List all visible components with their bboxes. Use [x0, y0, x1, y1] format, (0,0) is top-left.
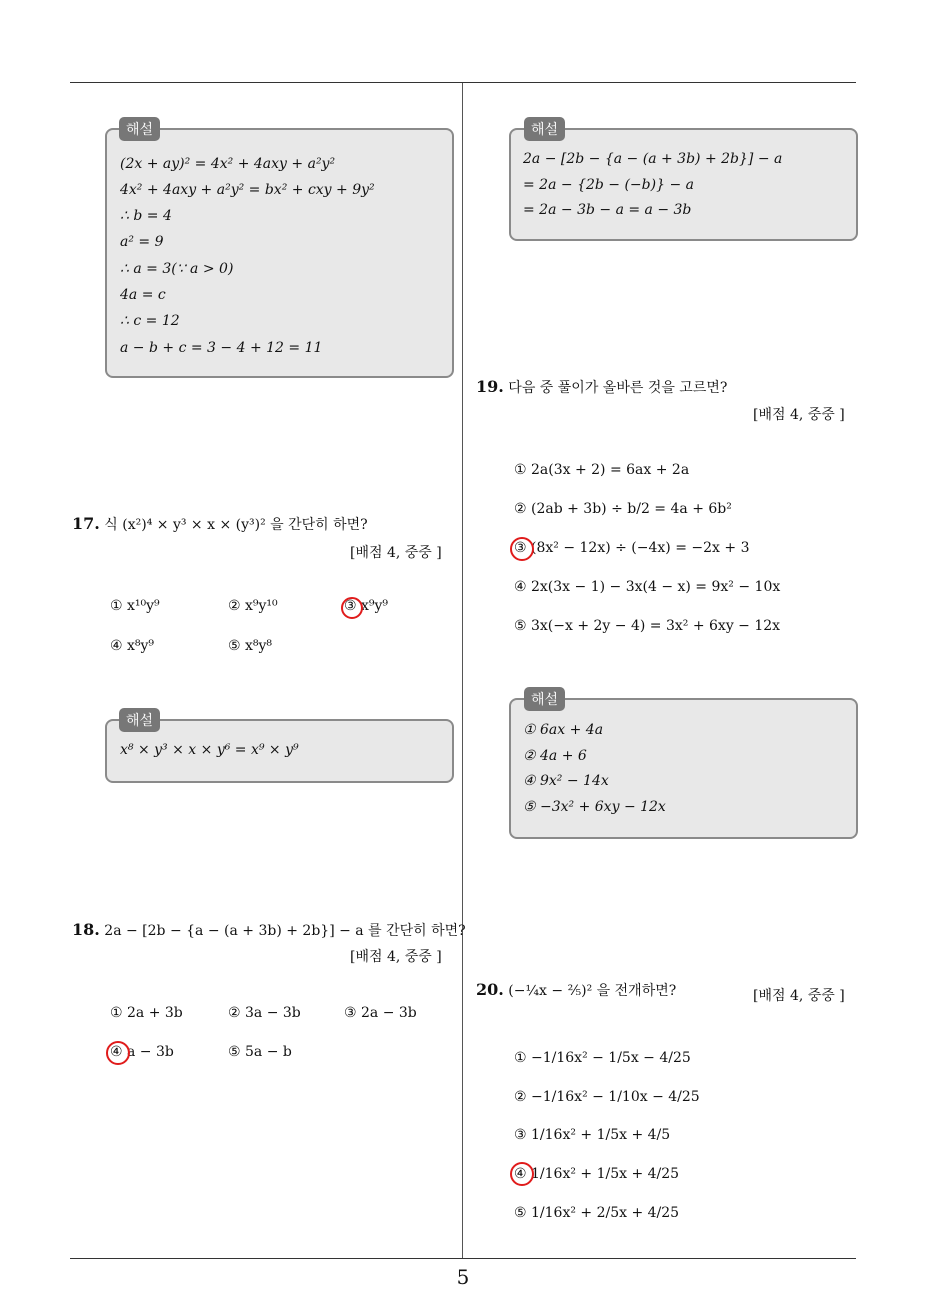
- question-20: [476, 980, 676, 1000]
- option-3[interactable]: ③ 2a − 3b: [344, 1005, 417, 1021]
- question-text: 식 (x²)⁴ × y³ × x × (y³)² 을 간단히 하면?: [104, 517, 368, 533]
- solution-line: ∴ c = 12: [120, 313, 180, 329]
- solution-line: 4a = c: [120, 287, 166, 303]
- question-number: 19.: [476, 377, 504, 396]
- option-4[interactable]: ④ 2x(3x − 1) − 3x(4 − x) = 9x² − 10x: [514, 579, 781, 595]
- solution-tag: 해설: [119, 708, 160, 732]
- page-number: 5: [456, 1265, 470, 1289]
- solution-line: 2a − [2b − {a − (a + 3b) + 2b}] − a: [523, 151, 783, 167]
- solution-line: a − b + c = 3 − 4 + 12 = 11: [120, 340, 323, 356]
- solution-line: = 2a − 3b − a = a − 3b: [523, 202, 692, 218]
- solution-line: ⑤ −3x² + 6xy − 12x: [523, 799, 666, 815]
- solution-line: ∴ b = 4: [120, 208, 172, 224]
- option-4[interactable]: ④ 1/16x² + 1/5x + 4/25: [514, 1166, 680, 1182]
- column-divider: [462, 83, 463, 1259]
- option-1[interactable]: ① 2a(3x + 2) = 6ax + 2a: [514, 462, 690, 478]
- solution-line: a² = 9: [120, 234, 164, 250]
- solution-line: x⁸ × y³ × x × y⁶ = x⁹ × y⁹: [120, 742, 299, 758]
- question-text: 2a − [2b − {a − (a + 3b) + 2b}] − a 를 간단히 하면?: [104, 923, 466, 939]
- question-meta: [배점 4, 중중 ]: [350, 545, 442, 561]
- option-5[interactable]: ⑤ 1/16x² + 2/5x + 4/25: [514, 1205, 680, 1221]
- solution-box-19: [509, 698, 858, 839]
- solution-line: ② 4a + 6: [523, 748, 587, 764]
- answer-circle: [341, 597, 363, 619]
- option-2[interactable]: ② x⁹y¹⁰: [228, 598, 278, 614]
- option-1[interactable]: ① −1/16x² − 1/5x − 4/25: [514, 1050, 691, 1066]
- question-meta: [배점 4, 중중 ]: [753, 407, 845, 423]
- question-meta: [배점 4, 중중 ]: [753, 988, 845, 1004]
- answer-circle: [510, 537, 534, 561]
- answer-circle: [510, 1162, 534, 1186]
- question-meta: [배점 4, 중중 ]: [350, 949, 442, 965]
- solution-line: 4x² + 4axy + a²y² = bx² + cxy + 9y²: [120, 182, 375, 198]
- solution-line: ∴ a = 3(∵ a > 0): [120, 261, 234, 277]
- option-2[interactable]: ② 3a − 3b: [228, 1005, 301, 1021]
- question-text: (−¼x − ⅖)² 을 전개하면?: [508, 983, 677, 999]
- solution-line: ① 6ax + 4a: [523, 722, 604, 738]
- option-1[interactable]: ① x¹⁰y⁹: [110, 598, 160, 614]
- option-5[interactable]: ⑤ 3x(−x + 2y − 4) = 3x² + 6xy − 12x: [514, 618, 781, 634]
- option-2[interactable]: ② (2ab + 3b) ÷ b/2 = 4a + 6b²: [514, 501, 732, 517]
- question-number: 17.: [72, 514, 100, 533]
- bottom-rule: [70, 1258, 856, 1259]
- option-2[interactable]: ② −1/16x² − 1/10x − 4/25: [514, 1089, 700, 1105]
- question-19: [476, 377, 727, 397]
- solution-tag: 해설: [524, 117, 565, 141]
- question-text: 다음 중 풀이가 올바른 것을 고르면?: [508, 380, 728, 396]
- question-18: [72, 920, 466, 940]
- solution-line: (2x + ay)² = 4x² + 4axy + a²y²: [120, 156, 336, 172]
- question-17: [72, 514, 368, 534]
- option-1[interactable]: ① 2a + 3b: [110, 1005, 183, 1021]
- top-rule: [70, 82, 856, 83]
- solution-tag: 해설: [524, 687, 565, 711]
- solution-line: = 2a − {2b − (−b)} − a: [523, 177, 694, 193]
- option-3[interactable]: ③ 1/16x² + 1/5x + 4/5: [514, 1127, 671, 1143]
- option-5[interactable]: ⑤ 5a − b: [228, 1044, 292, 1060]
- answer-circle: [106, 1041, 130, 1065]
- question-number: 18.: [72, 920, 100, 939]
- option-3[interactable]: ③ x⁹y⁹: [344, 598, 389, 614]
- option-4[interactable]: ④ a − 3b: [110, 1044, 174, 1060]
- solution-tag: 해설: [119, 117, 160, 141]
- option-4[interactable]: ④ x⁸y⁹: [110, 638, 155, 654]
- option-3[interactable]: ③ (8x² − 12x) ÷ (−4x) = −2x + 3: [514, 540, 750, 556]
- question-number: 20.: [476, 980, 504, 999]
- solution-line: ④ 9x² − 14x: [523, 773, 609, 789]
- option-5[interactable]: ⑤ x⁸y⁸: [228, 638, 273, 654]
